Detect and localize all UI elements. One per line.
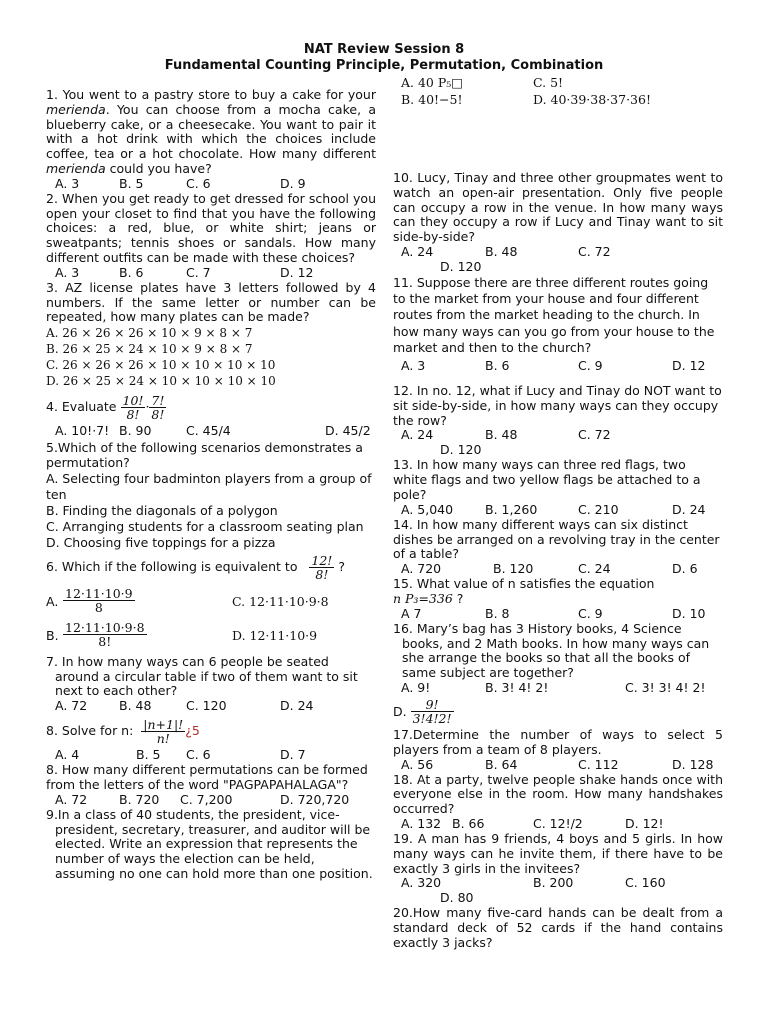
question-17-choices: A. 56 B. 64 C. 112 D. 128 [401,756,714,772]
question-16: 16. Mary’s bag has 3 History books, 4 Science books, and 2 Math books. In how many ways can she arrange the books so that all the books of same subject are together? [393,620,710,681]
question-6-choices-bd: B. $\frac{12\cdot 11\cdot 10\cdot 9\cdot 8}{8!}$ D. 12·11·10·9 [46,619,318,649]
fraction: $\frac{|n+1|!}{n!}$ [143,716,184,746]
question-11: 11. Suppose there are three different routes going to the market from your house and four different routes from the market heading to the church. In how many ways can you go from your house to the market and then to the church? [393,274,715,355]
choice: D. 45/2 [325,423,371,439]
question-3-choice-a: A. 26 × 26 × 26 × 10 × 9 × 8 × 7 [46,326,253,341]
question-15-choices: A 7 B. 8 C. 9 D. 10 [401,605,706,621]
question-10: 10. Lucy, Tinay and three other groupmates went to watch an open-air presentation. Only five people can occupy a row in the venue. In how many ways can they occupy a row if Lucy and Tinay want to sit side-by-side? [393,170,723,245]
right-column: A. 40 P₅□ C. 5! B. 40!−5! D. 40·39·38·37·36! 10. Lucy, Tinay and three other groupmates went to watch an open-air presentation. Only five people can occupy a row in the venue. In how many ways can they occupy a row if Lucy and Tinay want to sit side-by-side? A. 24 B. 48 C. 72 D. 120 11. Suppose there are three different routes going to the market from your house and four different routes from the market heading to the church. In how many ways can you go from your house to the market and then to the church? A. 3 B. 6 C. 9 D. 12 12. In no. 12, what if Lucy and Tinay do NOT want to sit side-by-side, in how many ways can they occupy the row? A. 24 B. 48 C. 72 D. 120 13. In how many ways can three red flags, two white flags and two yellow flags be attached to a pole? A. 5,040 B. 1,260 C. 210 D. 24 14. In how many different ways can six distinct dishes be arranged on a revolving tray in the center of a table? A. 720 B. 120 C. 24 D. 6 15. What value of n satisfies the equation n P₃=336 ? A 7 B. 8 C. 9 D. 10 16. Mary’s bag has 3 History books, 4 Science books, and 2 Math books. In how many ways can she arrange the books so that all the books of same subject are together? A. 9! B. 3! 4! 2! C. 3! 3! 4! 2! D. $\frac{9!}{3!4!2!}$ 17.Determine the number of ways to select 5 players from a team of 8 players. A. 56 B. 64 C. 112 D. 128 18. At a party, twelve people shake hands once with everyone else in the room. How many handshakes occurred? A. 132 B. 66 C. 12!/2 D. 12! 19. A man has 9 friends, 4 boys and 5 girls. In how many ways can he invite them, if there have to be exactly 3 girls in the invitees? A. 320 B. 200 C. 160 D. 80 20.How many five-card hands can be dealt from a standard deck of 52 cards if the hand contains exactly 3 jacks? [393,75,723,950]
question-18-choices: A. 132 B. 66 C. 12!/2 D. 12! [401,815,664,831]
question-19: 19. A man has 9 friends, 4 boys and 5 girls. In how many ways can he invite them, if there have to be exactly 3 girls in the invitees? [393,830,723,876]
question-9-choices-ac: A. 40 P₅□ C. 5! [401,75,564,90]
question-13-choices: A. 5,040 B. 1,260 C. 210 D. 24 [401,501,706,517]
question-6-choices-ac: A. $\frac{12\cdot 11\cdot 10\cdot 9}{8}$ C. 12·11·10·9·8 [46,585,329,615]
choice: B. 5 [136,747,161,763]
question-20: 20.How many five-card hands can be dealt from a standard deck of 52 cards if the hand contains exactly 3 jacks? [393,905,723,950]
choice: C. 7,200 [180,791,233,807]
question-15-equation: n P₃=336 ? [393,590,464,606]
question-7: 7. In how many ways can 6 people be seated around a circular table if two of them want to sit next to each other? [46,653,358,699]
choice: A. 4 [55,747,80,763]
choice: B. 5 [119,175,144,191]
choice: A. 72 [55,791,88,807]
question-2-choices [46,266,376,281]
question-5-choice-b: B. Finding the diagonals of a polygon [46,502,278,518]
question-4-choices [46,424,376,439]
question-8-solve: 8. Solve for n: $\frac{|n+1|!}{n!}$ ¿5 [46,716,200,746]
choice: B. 6 [119,264,144,280]
choice: C. 6 [186,747,211,763]
choice: A. 3 [55,175,80,191]
question-3-choice-c: C. 26 × 26 × 26 × 10 × 10 × 10 × 10 [46,358,276,373]
question-1: 1. You went to a pastry store to buy a cake for your merienda. You can choose from a mocha cake, a blueberry cake, or a cheesecake. You want to pair it with a hot drink with which the choices include coffee, tea or a hot chocolate. How many different merienda could you have? [46,87,376,176]
question-14: 14. In how many different ways can six distinct dishes be arranged on a revolving tray in the center of a table? [393,516,720,562]
choice: D. 720,720 [280,791,350,807]
choice: B. 720 [119,791,160,807]
question-5-choice-a: A. Selecting four badminton players from a group of ten [46,470,372,502]
question-5: 5.Which of the following scenarios demonstrates a permutation? [46,440,363,470]
question-14-choices: A. 720 B. 120 C. 24 D. 6 [401,561,698,577]
fraction: $\frac{12!}{8!}$ [311,553,333,583]
fraction: $\frac{12\cdot 11\cdot 10\cdot 9\cdot 8}{8!}$ [65,619,145,649]
fraction: $\frac{12\cdot 11\cdot 10\cdot 9}{8}$ [65,585,133,615]
question-4: 4. Evaluate $\frac{10!}{8!}$ · $\frac{7!}{8!}$ [46,392,165,422]
question-5-choice-c: C. Arranging students for a classroom seating plan [46,518,364,534]
choice: D. 12 [280,264,314,280]
question-8-choices [46,793,376,808]
question-18: 18. At a party, twelve people shake hands once with everyone else in the room. How many handshakes occurred? [393,771,723,817]
question-10-choices: A. 24 B. 48 C. 72 [401,243,611,259]
question-3-choice-b: B. 26 × 25 × 24 × 10 × 9 × 8 × 7 [46,342,253,357]
question-6: 6. Which if the following is equivalent to $\frac{12!}{8!}$ ? [46,553,345,583]
fraction: $\frac{10!}{8!}$ [122,392,144,422]
question-12: 12. In no. 12, what if Lucy and Tinay do NOT want to sit side-by-side, in how many ways can they occupy the row? [393,383,722,428]
left-column [46,88,376,882]
question-11-choices: A. 3 B. 6 C. 9 D. 12 [401,358,706,373]
question-2: 2. When you get ready to get dressed for school you open your closet to find that you have the following choices: a red, blue, or white shirt; jeans or sweatpants; tennis shoes or sandals. How many different outfits can be made with these choices? [46,190,376,265]
question-16-choice-d: D. $\frac{9!}{3!4!2!}$ [393,697,452,727]
choice: D. 9 [280,175,306,191]
choice: A. 72 [55,698,88,714]
question-16-choices: A. 9! B. 3! 4! 2! C. 3! 3! 4! 2! [401,679,706,695]
question-17: 17.Determine the number of ways to select 5 players from a team of 8 players. [393,726,723,757]
fraction: $\frac{9!}{3!4!2!}$ [412,697,452,727]
question-1-choices [46,177,376,192]
question-3: 3. AZ license plates have 3 letters followed by 4 numbers. If the same letter or number can be repeated, how many plates can be made? [46,279,376,325]
choice: B. 48 [119,698,152,714]
question-12-choices: A. 24 B. 48 C. 72 [401,427,611,443]
question-7-choices [46,699,376,714]
fraction: $\frac{7!}{8!}$ [151,392,165,422]
choice: C. 120 [186,698,227,714]
page-subtitle: Fundamental Counting Principle, Permutation, Combination [164,58,604,73]
question-19-choices: A. 320 B. 200 C. 160 [401,875,666,891]
question-5-choice-d: D. Choosing five toppings for a pizza [46,534,276,550]
choice: C. 7 [186,264,211,280]
choice: A. 10!·7! [55,423,110,439]
question-9: 9.In a class of 40 students, the president, vice-president, secretary, treasurer, and auditor will be elected. Write an expression that represents the number of ways the election can be held, assuming no one can hold more than one position. [46,806,373,881]
page-title: NAT Review Session 8 [303,42,465,57]
question-15: 15. What value of n satisfies the equation [393,576,655,592]
choice: D. 24 [280,698,314,714]
choice: A. 3 [55,264,80,280]
choice: D. 7 [280,747,306,763]
question-8-solve-choices [46,748,376,763]
question-3-choice-d: D. 26 × 25 × 24 × 10 × 10 × 10 × 10 [46,374,276,389]
question-8: 8. How many different permutations can be formed from the letters of the word "PAGPAPAHALAGA"? [46,762,368,792]
question-9-choices-bd: B. 40!−5! D. 40·39·38·37·36! [401,92,651,107]
choice: B. 90 [119,423,152,439]
choice: C. 45/4 [186,423,231,439]
choice: C. 6 [186,175,211,191]
question-13: 13. In how many ways can three red flags, two white flags and two yellow flags be attached to a pole? [393,457,701,502]
